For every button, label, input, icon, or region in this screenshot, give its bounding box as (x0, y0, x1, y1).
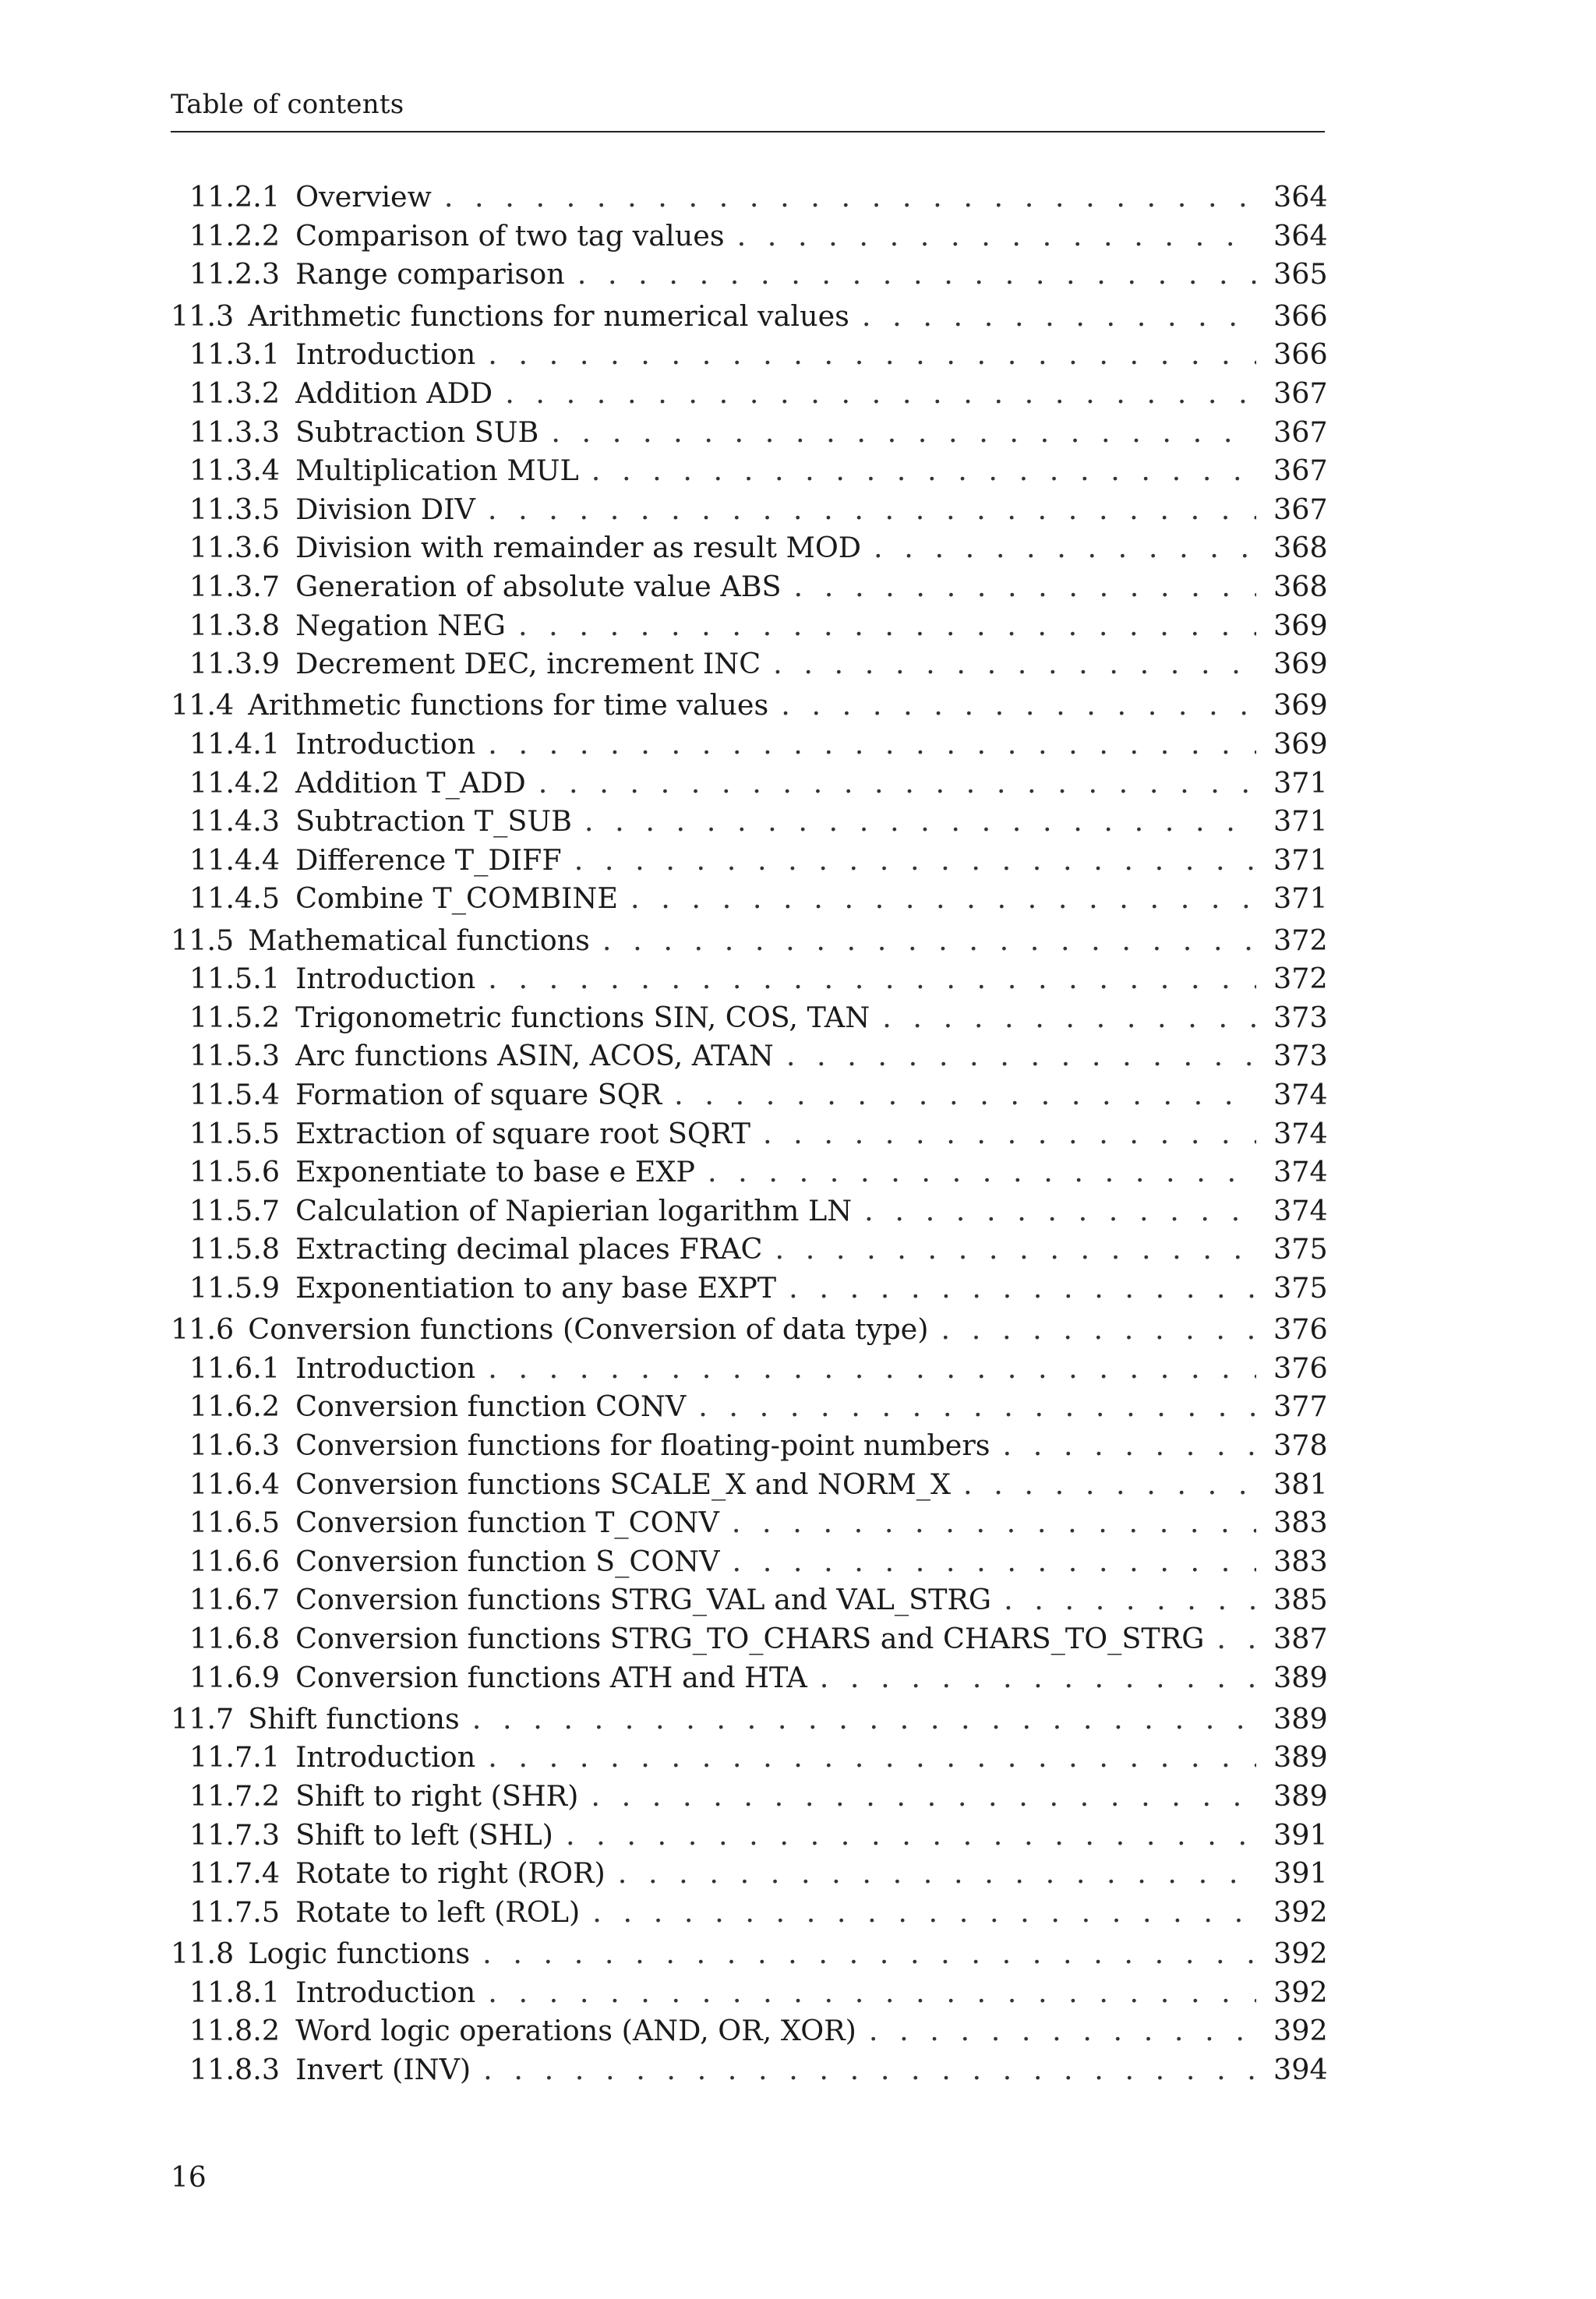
toc-entry-number: 11.4.5 (189, 881, 281, 916)
toc-entry-page: 368 (1273, 569, 1328, 603)
toc-entry[interactable] (171, 489, 1328, 528)
toc-entry-page: 368 (1273, 531, 1328, 565)
toc-entry-title: Negation NEG (295, 608, 506, 642)
toc-entry-title: Extracting decimal places FRAC (295, 1232, 763, 1266)
dot-leader (737, 219, 1256, 253)
toc-entry-title: Conversion function CONV (295, 1390, 687, 1424)
toc-entry-number: 11.6.9 (189, 1660, 281, 1694)
toc-entry-number: 11.3.7 (189, 569, 281, 603)
toc-entry[interactable] (171, 335, 1328, 374)
toc-entry-number: 11.5.1 (189, 962, 281, 996)
toc-entry-page: 392 (1273, 2014, 1328, 2048)
dot-leader (518, 609, 1256, 642)
dot-leader (869, 2014, 1256, 2047)
dot-leader (874, 531, 1256, 564)
toc-entry-title: Generation of absolute value ABS (295, 569, 782, 603)
dot-leader (864, 1194, 1256, 1227)
toc-entry[interactable] (171, 1738, 1328, 1777)
toc-entry-page: 369 (1273, 647, 1328, 681)
toc-entry-page: 387 (1273, 1622, 1328, 1656)
toc-entry[interactable] (171, 606, 1328, 644)
dot-leader (488, 337, 1256, 371)
header-title: Table of contents (171, 89, 404, 120)
toc-entry-page: 376 (1273, 1351, 1328, 1385)
toc-entry-page: 371 (1273, 765, 1328, 800)
toc-entry-number: 11.8.2 (189, 2014, 281, 2048)
toc-entry-title: Logic functions (248, 1937, 471, 1971)
toc-entry-title: Comparison of two tag values (295, 218, 725, 253)
toc-entry[interactable] (171, 374, 1328, 413)
toc-entry-title: Division DIV (295, 492, 475, 526)
toc-entry-page: 367 (1273, 454, 1328, 488)
toc-entry-number: 11.3.3 (189, 415, 281, 449)
toc-entry-page: 367 (1273, 492, 1328, 526)
dot-leader (505, 376, 1256, 410)
dot-leader (941, 1312, 1256, 1346)
dot-leader (566, 1818, 1256, 1852)
toc-entry[interactable] (171, 725, 1328, 764)
toc-entry-page: 383 (1273, 1506, 1328, 1540)
toc-entry-page: 383 (1273, 1544, 1328, 1578)
toc-entry[interactable] (171, 1700, 1328, 1739)
toc-entry-number: 11.4.4 (189, 842, 281, 877)
toc-entry-title: Shift to left (SHL) (295, 1817, 553, 1852)
toc-entry[interactable] (171, 1503, 1328, 1542)
dot-leader (1004, 1583, 1256, 1616)
toc-entry-number: 11.6.6 (189, 1544, 281, 1578)
toc-entry-number: 11.6.5 (189, 1506, 281, 1540)
toc-entry-title: Formation of square SQR (295, 1078, 662, 1112)
toc-entry[interactable] (171, 1114, 1328, 1153)
toc-entry-number: 11.6.7 (189, 1583, 281, 1617)
toc-entry-number: 11.3.8 (189, 608, 281, 642)
toc-entry-page: 394 (1273, 2052, 1328, 2086)
toc-entry[interactable] (171, 1269, 1328, 1308)
toc-entry-page: 375 (1273, 1270, 1328, 1305)
toc-entry-number: 11.7.1 (189, 1740, 281, 1775)
toc-entry[interactable] (171, 1972, 1328, 2011)
toc-entry-number: 11.2.2 (189, 218, 281, 253)
toc-entry-page: 369 (1273, 726, 1328, 761)
toc-entry-title: Conversion function T_CONV (295, 1506, 719, 1540)
toc-entry-page: 392 (1273, 1937, 1328, 1971)
toc-entry-number: 11.6.8 (189, 1622, 281, 1656)
page-number: 16 (171, 2162, 207, 2194)
toc-entry[interactable] (171, 959, 1328, 998)
toc-entry-page: 373 (1273, 1000, 1328, 1034)
toc-entry-title: Conversion functions STRG_VAL and VAL_STRG (295, 1583, 992, 1617)
dot-leader (882, 1001, 1256, 1034)
toc-entry-number: 11.2.3 (189, 257, 281, 291)
toc-entry[interactable] (171, 1036, 1328, 1075)
toc-entry-number: 11.5.3 (189, 1039, 281, 1073)
dot-leader (574, 843, 1256, 877)
toc-entry-page: 367 (1273, 415, 1328, 449)
toc-entry-page: 365 (1273, 257, 1328, 291)
toc-entry[interactable] (171, 255, 1328, 294)
toc-entry-page: 369 (1273, 688, 1328, 722)
toc-entry-title: Introduction (295, 1975, 476, 2009)
toc-entry-title: Exponentiate to base e EXP (295, 1155, 695, 1189)
toc-entry-number: 11.2.1 (189, 180, 281, 214)
toc-entry-title: Exponentiation to any base EXPT (295, 1270, 777, 1305)
dot-leader (488, 727, 1256, 761)
toc-entry-title: Mathematical functions (248, 923, 590, 957)
toc-entry-number: 11.4 (171, 688, 235, 722)
toc-entry-page: 381 (1273, 1467, 1328, 1501)
toc-entry-page: 374 (1273, 1193, 1328, 1227)
toc-entry-number: 11.5.7 (189, 1193, 281, 1227)
toc-entry-title: Introduction (295, 1740, 476, 1775)
toc-entry-page: 373 (1273, 1039, 1328, 1073)
toc-entry-page: 378 (1273, 1428, 1328, 1463)
toc-entry[interactable] (171, 2050, 1328, 2089)
toc-entry-page: 371 (1273, 804, 1328, 839)
toc-entry-title: Introduction (295, 726, 476, 761)
toc-entry-title: Invert (INV) (295, 2052, 471, 2086)
dot-leader (1216, 1622, 1256, 1655)
dot-leader (763, 1117, 1256, 1150)
toc-entry-number: 11.3.9 (189, 647, 281, 681)
toc-entry-page: 367 (1273, 376, 1328, 410)
toc-entry-page: 389 (1273, 1740, 1328, 1775)
toc-entry-title: Conversion functions STRG_TO_CHARS and CHARS_TO_STRG (295, 1622, 1205, 1656)
toc-entry[interactable] (171, 1153, 1328, 1192)
dot-leader (592, 1895, 1256, 1929)
toc-entry-number: 11.5.4 (189, 1078, 281, 1112)
toc-entry-title: Calculation of Napierian logarithm LN (295, 1193, 853, 1227)
toc-entry-number: 11.5.2 (189, 1000, 281, 1034)
toc-entry-number: 11.4.3 (189, 804, 281, 839)
toc-entry-number: 11.7.4 (189, 1856, 281, 1891)
toc-entry[interactable] (171, 1192, 1328, 1231)
toc-entry-number: 11.5.8 (189, 1232, 281, 1266)
toc-entry-title: Arithmetic functions for numerical values (248, 298, 849, 333)
toc-entry-title: Overview (295, 180, 432, 214)
dot-leader (674, 1078, 1256, 1111)
toc-entry-page: 389 (1273, 1779, 1328, 1813)
toc-entry-title: Introduction (295, 1351, 476, 1385)
toc-entry-title: Rotate to right (ROR) (295, 1856, 606, 1891)
toc-entry-title: Conversion functions (Conversion of data type) (248, 1312, 929, 1347)
toc-entry-page: 371 (1273, 842, 1328, 877)
toc-entry[interactable] (171, 920, 1328, 959)
toc-entry-page: 391 (1273, 1817, 1328, 1852)
toc-entry[interactable] (171, 451, 1328, 490)
toc-entry-title: Extraction of square root SQRT (295, 1116, 750, 1150)
dot-leader (820, 1661, 1256, 1694)
toc-entry-number: 11.3.6 (189, 531, 281, 565)
toc-entry-title: Decrement DEC, increment INC (295, 647, 761, 681)
toc-entry[interactable] (171, 998, 1328, 1037)
toc-entry-title: Shift to right (SHR) (295, 1779, 579, 1813)
toc-entry[interactable] (171, 1542, 1328, 1581)
toc-entry-page: 374 (1273, 1116, 1328, 1150)
dot-leader (775, 1232, 1256, 1266)
dot-leader (794, 570, 1256, 603)
toc-entry-page: 374 (1273, 1155, 1328, 1189)
toc-entry-title: Trigonometric functions SIN, COS, TAN (295, 1000, 870, 1034)
toc-entry[interactable] (171, 1815, 1328, 1854)
toc-entry[interactable] (171, 1777, 1328, 1816)
toc-entry-number: 11.7 (171, 1701, 235, 1736)
toc-entry[interactable] (171, 1464, 1328, 1503)
toc-entry-page: 372 (1273, 962, 1328, 996)
toc-entry[interactable] (171, 1934, 1328, 1973)
toc-entry[interactable] (171, 1893, 1328, 1932)
toc-entry-number: 11.5.9 (189, 1270, 281, 1305)
toc-entry-number: 11.6.4 (189, 1467, 281, 1501)
dot-leader (963, 1467, 1256, 1501)
toc-entry-page: 364 (1273, 218, 1328, 253)
toc-entry-page: 372 (1273, 923, 1328, 957)
toc-entry-page: 375 (1273, 1232, 1328, 1266)
dot-leader (488, 1351, 1256, 1385)
dot-leader (618, 1856, 1256, 1890)
dot-leader (591, 454, 1256, 487)
toc-entry-number: 11.3.4 (189, 454, 281, 488)
toc-entry-title: Shift functions (248, 1701, 460, 1736)
toc-entry[interactable] (171, 1310, 1328, 1349)
toc-entry-number: 11.8 (171, 1937, 235, 1971)
toc-entry-page: 366 (1273, 337, 1328, 372)
toc-entry-number: 11.3 (171, 298, 235, 333)
dot-leader (786, 1039, 1256, 1072)
toc-entry[interactable] (171, 1230, 1328, 1269)
toc-entry[interactable] (171, 296, 1328, 335)
dot-leader (602, 923, 1256, 957)
toc-entry-title: Addition ADD (295, 376, 493, 410)
toc-entry-number: 11.5 (171, 923, 235, 957)
toc-entry-page: 392 (1273, 1975, 1328, 2009)
running-header (171, 87, 1325, 132)
toc-entry[interactable] (171, 644, 1328, 683)
toc-entry[interactable] (171, 840, 1328, 879)
toc-entry-title: Range comparison (295, 257, 565, 291)
toc-entry-page: 385 (1273, 1583, 1328, 1617)
toc-entry-number: 11.5.6 (189, 1155, 281, 1189)
dot-leader (584, 804, 1256, 838)
toc-entry-title: Subtraction T_SUB (295, 804, 572, 839)
dot-leader (444, 180, 1256, 214)
toc-entry-number: 11.4.2 (189, 765, 281, 800)
toc-entry-page: 376 (1273, 1312, 1328, 1347)
toc-entry[interactable] (171, 1580, 1328, 1619)
dot-leader (591, 1779, 1256, 1813)
toc-entry-number: 11.6 (171, 1312, 235, 1347)
toc-entry[interactable] (171, 1854, 1328, 1893)
dot-leader (1003, 1428, 1256, 1462)
toc-entry-title: Subtraction SUB (295, 415, 539, 449)
toc-entry[interactable] (171, 1619, 1328, 1658)
toc-entry-title: Word logic operations (AND, OR, XOR) (295, 2014, 856, 2048)
toc-entry[interactable] (171, 528, 1328, 567)
toc-entry-title: Conversion functions for floating-point numbers (295, 1428, 990, 1463)
toc-entry-page: 364 (1273, 180, 1328, 214)
dot-leader (781, 688, 1256, 722)
dot-leader (488, 1976, 1256, 2009)
dot-leader (577, 257, 1256, 291)
toc-entry[interactable] (171, 1387, 1328, 1426)
toc-entry-number: 11.7.2 (189, 1779, 281, 1813)
toc-entry-page: 374 (1273, 1078, 1328, 1112)
toc-entry[interactable] (171, 1349, 1328, 1388)
dot-leader (551, 415, 1256, 449)
toc-entry[interactable] (171, 802, 1328, 841)
toc-entry-number: 11.3.2 (189, 376, 281, 410)
toc-entry-number: 11.6.2 (189, 1390, 281, 1424)
toc-entry-number: 11.6.1 (189, 1351, 281, 1385)
dot-leader (789, 1271, 1256, 1305)
toc-entry-number: 11.6.3 (189, 1428, 281, 1463)
dot-leader (708, 1155, 1256, 1188)
toc-entry[interactable] (171, 763, 1328, 802)
dot-leader (862, 299, 1256, 333)
dot-leader (472, 1702, 1256, 1736)
dot-leader (732, 1545, 1256, 1578)
toc-entry-title: Addition T_ADD (295, 765, 526, 800)
dot-leader (488, 962, 1256, 995)
toc-entry-page: 389 (1273, 1701, 1328, 1736)
toc-entry-number: 11.7.3 (189, 1817, 281, 1852)
toc-entry-number: 11.8.1 (189, 1975, 281, 2009)
toc-entry-title: Difference T_DIFF (295, 842, 562, 877)
toc-entry[interactable] (171, 1075, 1328, 1114)
toc-entry[interactable] (171, 1658, 1328, 1697)
dot-leader (773, 647, 1256, 680)
toc-entry-title: Rotate to left (ROL) (295, 1895, 581, 1929)
toc-entry-title: Introduction (295, 337, 476, 372)
toc-entry-page: 366 (1273, 298, 1328, 333)
toc-entry-title: Combine T_COMBINE (295, 881, 619, 916)
toc-entry-number: 11.7.5 (189, 1895, 281, 1929)
toc-entry-number: 11.3.5 (189, 492, 281, 526)
toc-entry-number: 11.8.3 (189, 2052, 281, 2086)
toc-entry[interactable] (171, 879, 1328, 918)
dot-leader (732, 1506, 1256, 1539)
toc-entry[interactable] (171, 178, 1328, 217)
toc-entry-page: 392 (1273, 1895, 1328, 1929)
toc-entry-title: Conversion functions ATH and HTA (295, 1660, 807, 1694)
toc-entry[interactable] (171, 567, 1328, 606)
toc-entry[interactable] (171, 2011, 1328, 2050)
toc-entry[interactable] (171, 412, 1328, 451)
toc-entry-title: Multiplication MUL (295, 454, 579, 488)
toc-entry-title: Conversion function S_CONV (295, 1544, 720, 1578)
toc-entry-title: Division with remainder as result MOD (295, 531, 862, 565)
toc-entry-page: 371 (1273, 881, 1328, 916)
toc-entry-number: 11.4.1 (189, 726, 281, 761)
dot-leader (630, 881, 1256, 915)
dot-leader (488, 493, 1256, 526)
dot-leader (482, 1937, 1256, 1970)
dot-leader (488, 1740, 1256, 1774)
dot-leader (698, 1390, 1256, 1423)
dot-leader (483, 2053, 1256, 2086)
toc-entry-title: Arc functions ASIN, ACOS, ATAN (295, 1039, 774, 1073)
toc-entry[interactable] (171, 217, 1328, 256)
toc-entry-page: 369 (1273, 608, 1328, 642)
toc-entry-page: 389 (1273, 1660, 1328, 1694)
toc-entry-title: Conversion functions SCALE_X and NORM_X (295, 1467, 951, 1501)
table-of-contents (171, 178, 1328, 2089)
toc-entry-number: 11.5.5 (189, 1116, 281, 1150)
toc-entry-title: Introduction (295, 962, 476, 996)
toc-entry-title: Arithmetic functions for time values (248, 688, 769, 722)
toc-entry[interactable] (171, 686, 1328, 725)
toc-entry[interactable] (171, 1426, 1328, 1465)
toc-entry-page: 391 (1273, 1856, 1328, 1891)
toc-entry-page: 377 (1273, 1390, 1328, 1424)
dot-leader (538, 766, 1256, 800)
toc-entry-number: 11.3.1 (189, 337, 281, 372)
